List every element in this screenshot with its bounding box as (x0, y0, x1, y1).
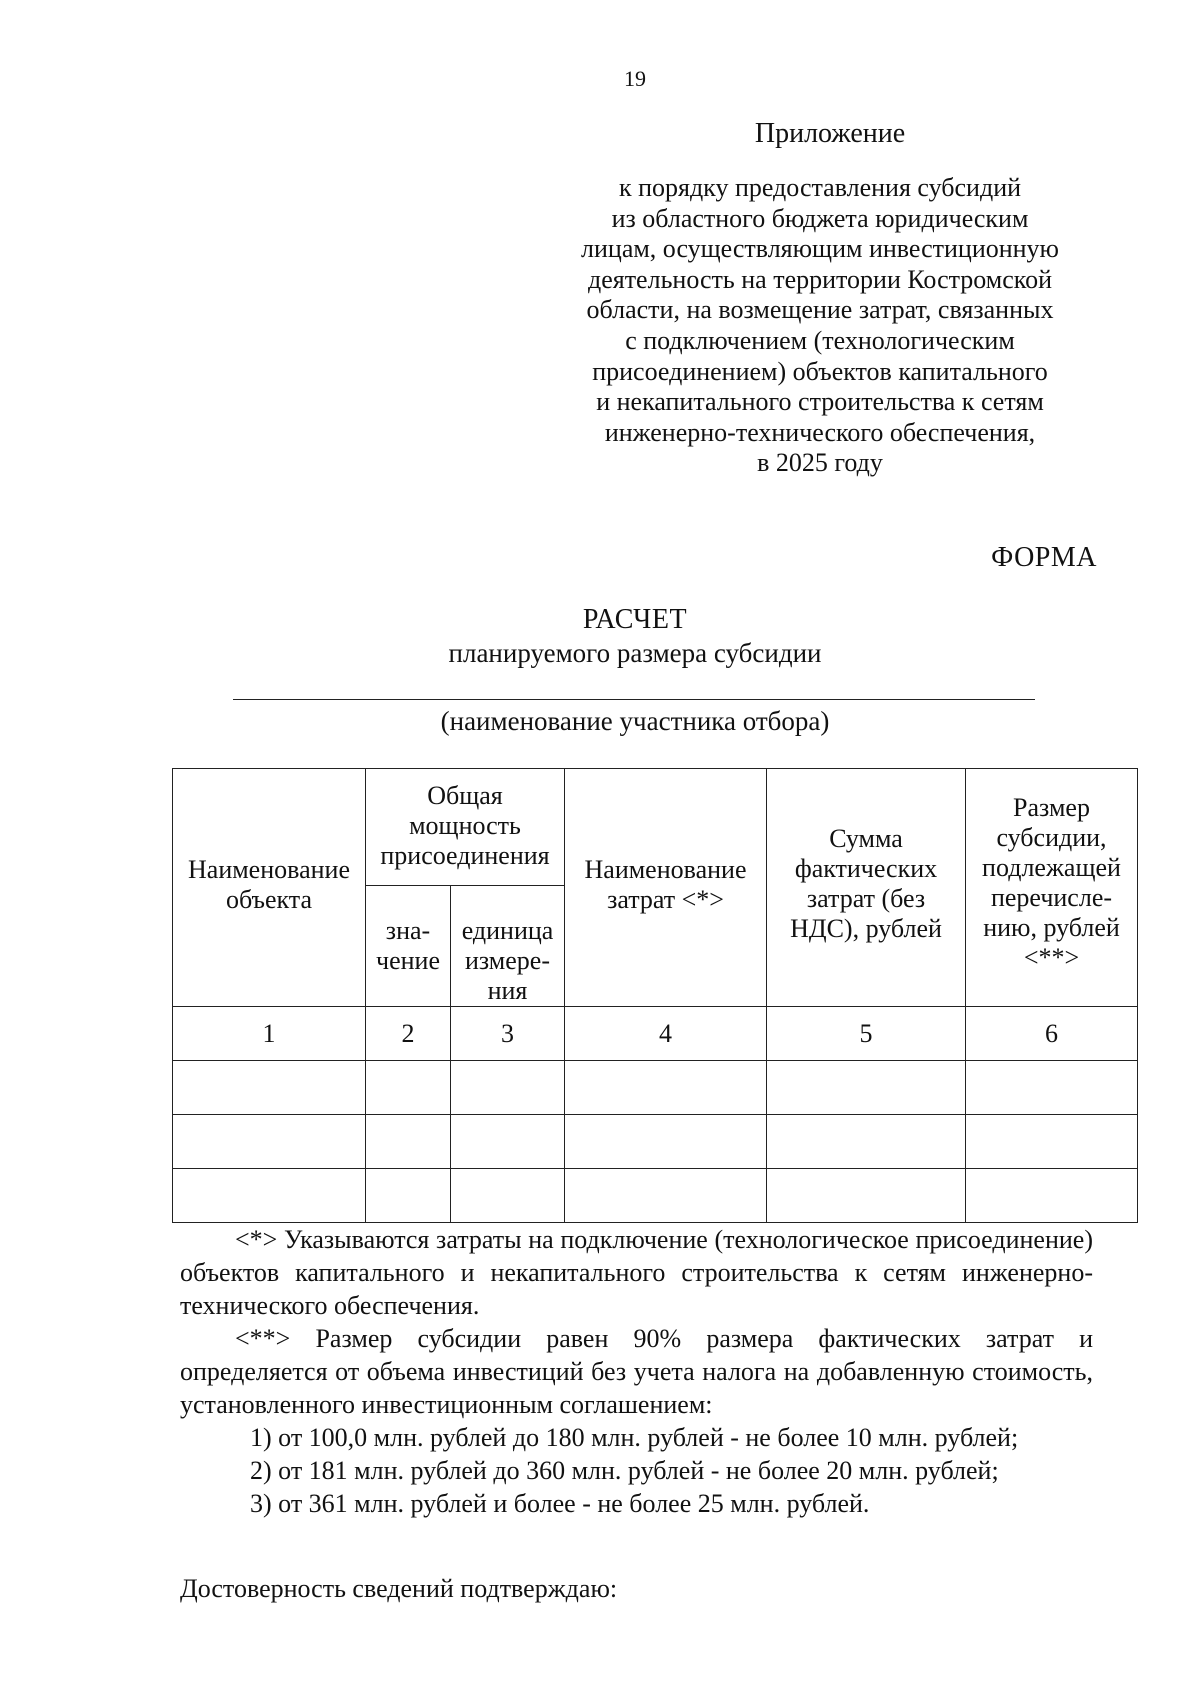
subsidy-tier: 2) от 181 млн. рублей до 360 млн. рублей - не более 20 млн. рублей; (250, 1456, 999, 1485)
table-cell (173, 1061, 366, 1115)
table-cell (451, 1115, 565, 1169)
table-row (173, 1169, 1138, 1223)
column-number: 6 (966, 1007, 1138, 1061)
header-value: зна- чение (366, 886, 451, 1007)
table-cell (366, 1061, 451, 1115)
appendix-line: и некапитального строительства к сетям (596, 387, 1044, 417)
table-cell (565, 1061, 767, 1115)
table-cell (767, 1115, 966, 1169)
participant-name-caption: (наименование участника отбора) (440, 706, 830, 736)
form-label: ФОРМА (991, 542, 1097, 573)
footnote-subsidy: <**> Размер субсидии равен 90% размера фактических затрат и определяется от объема инвестиций без учета налога на добавленную стоимость, установленного инвестиционным соглашением: (180, 1324, 1093, 1419)
appendix-line: лицам, осуществляющим инвестиционную (581, 234, 1059, 264)
table-header-row (173, 769, 1138, 886)
appendix-title: Приложение (754, 118, 906, 149)
confirmation-text: Достоверность сведений подтверждаю: (180, 1574, 618, 1603)
header-object-name: Наименование объекта (173, 769, 366, 1007)
table-cell (451, 1061, 565, 1115)
table-cell (366, 1115, 451, 1169)
table-cell (173, 1115, 366, 1169)
appendix-line: к порядку предоставления субсидий (618, 173, 1022, 202)
appendix-line: с подключением (технологическим (625, 325, 1015, 355)
column-number-row (173, 1007, 1138, 1061)
appendix-line: деятельность на территории Костромской (587, 264, 1053, 294)
document-subtitle: планируемого размера субсидии (448, 638, 822, 668)
header-unit: единица измере- ния (451, 886, 565, 1007)
appendix-line: присоединением) объектов капитального (592, 356, 1048, 386)
header-actual-costs: Сумма фактических затрат (без НДС), рублей (767, 769, 966, 1007)
table-cell (767, 1061, 966, 1115)
table-row (173, 1115, 1138, 1169)
subsidy-calculation-table (172, 768, 1138, 1223)
table-cell (966, 1115, 1138, 1169)
column-number: 4 (565, 1007, 767, 1061)
subsidy-tier: 3) от 361 млн. рублей и более - не более 25 млн. рублей. (250, 1489, 870, 1518)
header-total-capacity: Общая мощность присоединения (366, 769, 565, 886)
table-cell (173, 1169, 366, 1223)
footnotes (180, 1223, 1093, 1520)
table-cell (966, 1061, 1138, 1115)
document-title: РАСЧЕТ (582, 604, 688, 635)
table-cell (767, 1169, 966, 1223)
subsidy-tier: 1) от 100,0 млн. рублей до 180 млн. рублей - не более 10 млн. рублей; (250, 1423, 1019, 1452)
table-row (173, 1061, 1138, 1115)
appendix-line: в 2025 году (757, 448, 883, 478)
header-subsidy-amount: Размер субсидии, подлежащей перечисле- нию, рублей <**> (966, 769, 1138, 1007)
footnote-costs: <*> Указываются затраты на подключение (технологическое присоединение) объектов капитального и некапитального строительства к сетям инженерно-технического обеспечения. (180, 1225, 1093, 1320)
table-cell (565, 1115, 767, 1169)
column-number: 2 (366, 1007, 451, 1061)
table-cell (366, 1169, 451, 1223)
header-cost-name: Наименование затрат <*> (565, 769, 767, 1007)
column-number: 1 (173, 1007, 366, 1061)
appendix-description (540, 173, 1100, 479)
table-cell (451, 1169, 565, 1223)
column-number: 3 (451, 1007, 565, 1061)
appendix-line: инженерно-технического обеспечения, (604, 417, 1036, 447)
appendix-line: из областного бюджета юридическим (611, 203, 1029, 233)
column-number: 5 (767, 1007, 966, 1061)
participant-name-line (233, 699, 1035, 700)
appendix-line: области, на возмещение затрат, связанных (586, 295, 1054, 325)
page-number: 19 (624, 66, 646, 91)
table-cell (565, 1169, 767, 1223)
table-cell (966, 1169, 1138, 1223)
